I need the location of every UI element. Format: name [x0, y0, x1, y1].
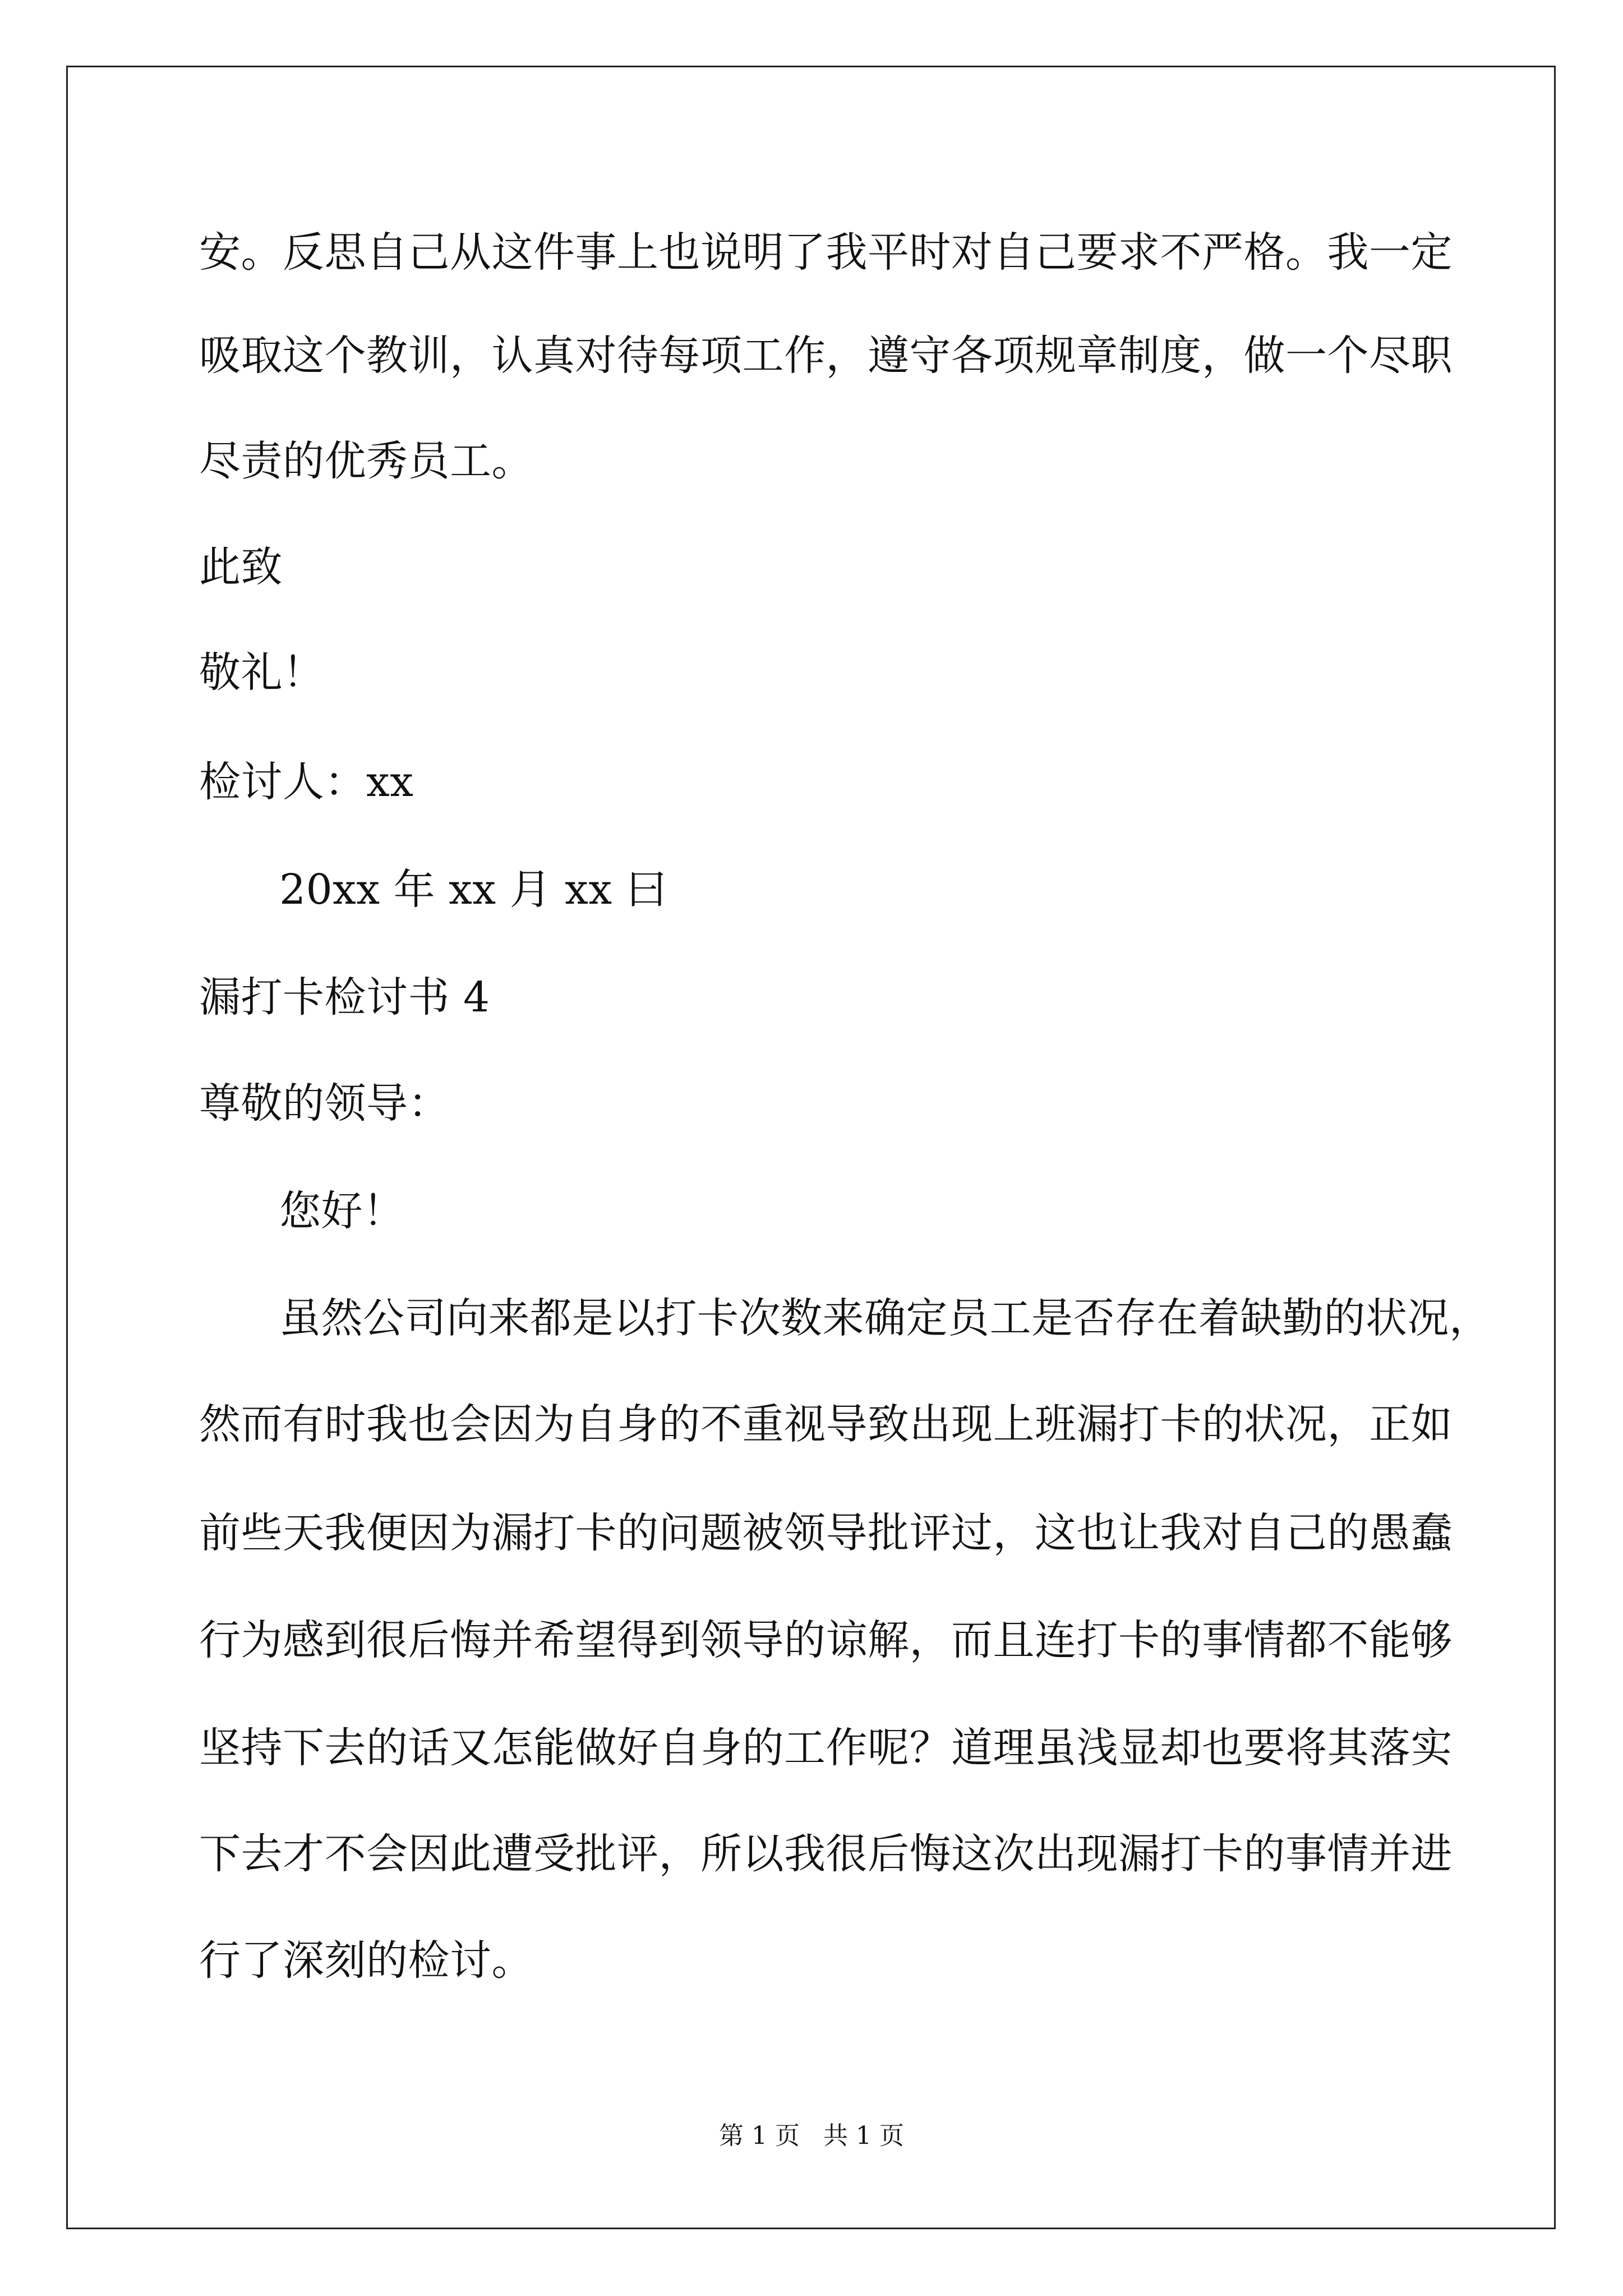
paragraph-line: 然而有时我也会因为自身的不重视导致出现上班漏打卡的状况，正如	[199, 1400, 1453, 1448]
paragraph-line: 行了深刻的检讨。	[199, 1936, 533, 1985]
paragraph-line: 虽然公司向来都是以打卡次数来确定员工是否存在着缺勤的状况，	[279, 1294, 1491, 1342]
section-title: 漏打卡检讨书 4	[199, 973, 490, 1022]
closing-regards: 敬礼！	[199, 648, 325, 697]
greeting-hello: 您好！	[279, 1187, 405, 1235]
paragraph-line: 尽责的优秀员工。	[199, 437, 533, 485]
paragraph-line: 安。反思自己从这件事上也说明了我平时对自己要求不严格。我一定	[199, 228, 1453, 277]
paragraph-line: 坚持下去的话又怎能做好自身的工作呢？道理虽浅显却也要将其落实	[199, 1724, 1453, 1772]
paragraph-line: 下去才不会因此遭受批评，所以我很后悔这次出现漏打卡的事情并进	[199, 1830, 1453, 1878]
page-footer: 第 1 页 共 1 页	[719, 2122, 904, 2150]
greeting-line: 尊敬的领导：	[199, 1079, 450, 1128]
closing-salutation: 此致	[199, 543, 283, 591]
paragraph-line: 行为感到很后悔并希望得到领导的谅解，而且连打卡的事情都不能够	[199, 1616, 1453, 1664]
signature-line: 检讨人：xx	[199, 758, 414, 806]
page-border	[66, 66, 1556, 2229]
paragraph-line: 吸取这个教训，认真对待每项工作，遵守各项规章制度，做一个尽职	[199, 332, 1453, 380]
date-line: 20xx 年 xx 月 xx 曰	[279, 866, 668, 914]
paragraph-line: 前些天我便因为漏打卡的问题被领导批评过，这也让我对自己的愚蠢	[199, 1509, 1453, 1557]
